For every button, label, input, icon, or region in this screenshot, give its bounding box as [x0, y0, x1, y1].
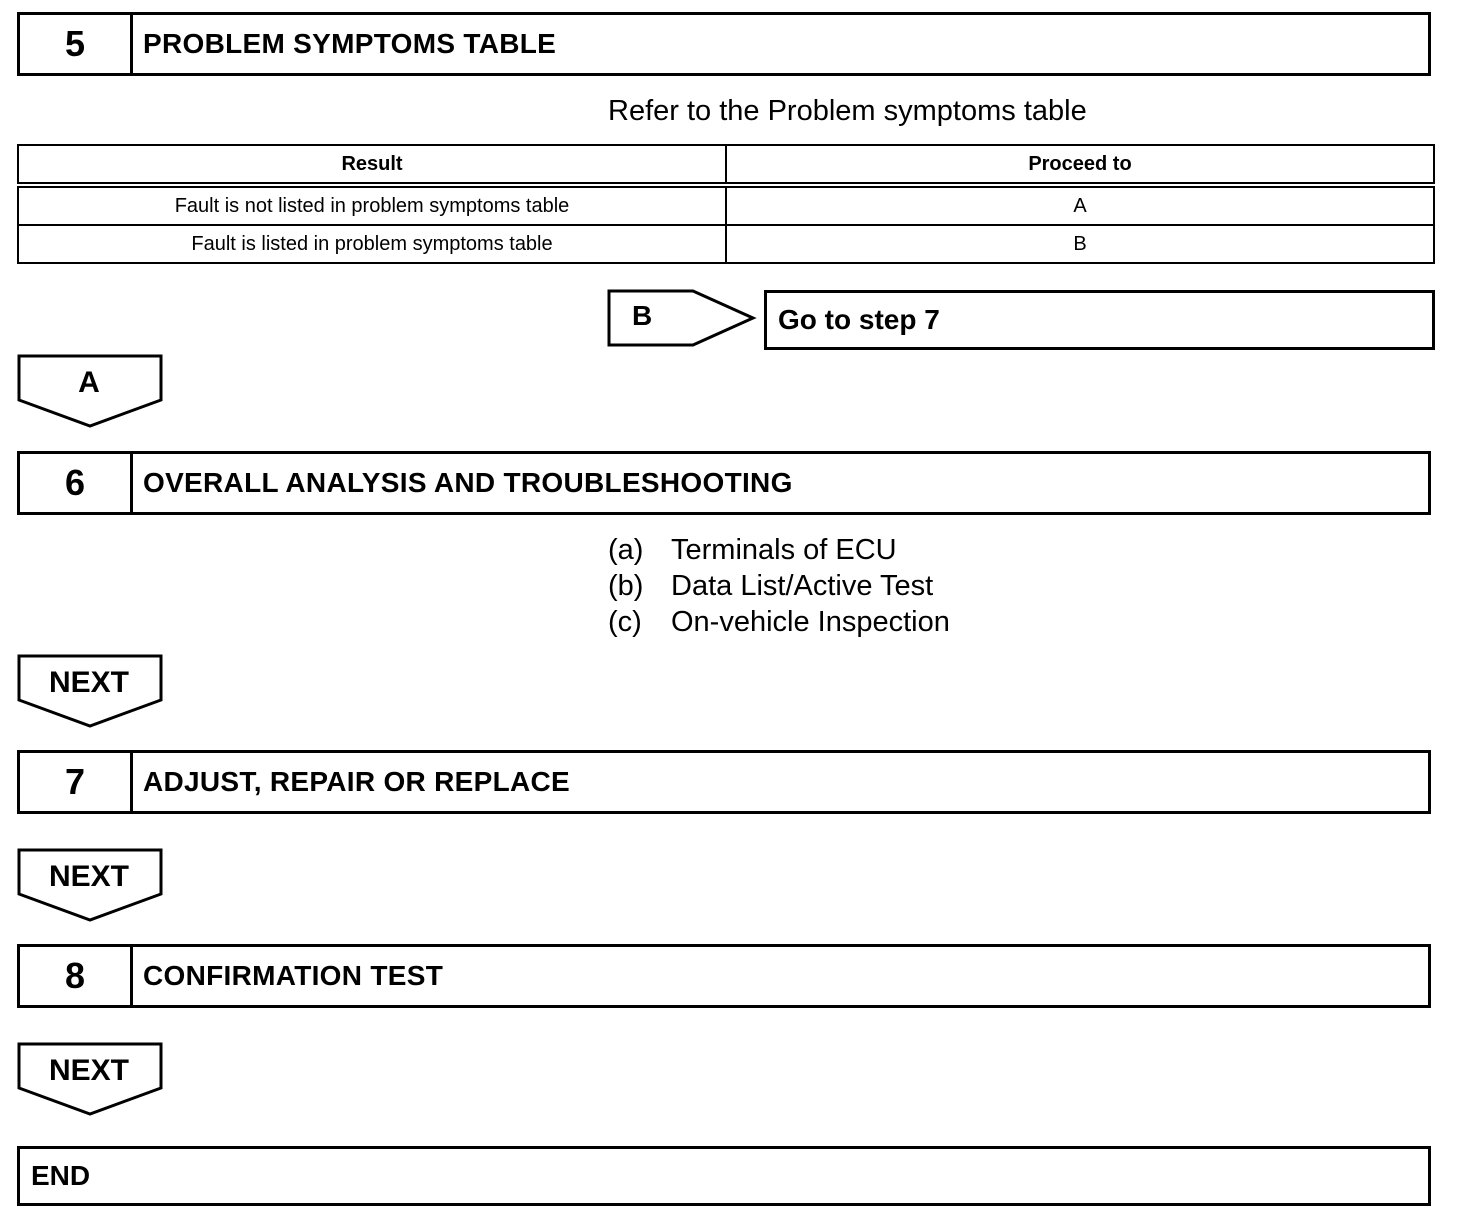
step-7-header	[17, 750, 1431, 814]
list-item	[608, 532, 950, 568]
step-title: OVERALL ANALYSIS AND TROUBLESHOOTING	[143, 467, 793, 498]
table-row	[18, 225, 1434, 263]
step-title: ADJUST, REPAIR OR REPLACE	[143, 766, 571, 797]
step-number: 7	[20, 753, 133, 811]
list-item	[608, 604, 950, 640]
table-header-row	[18, 145, 1434, 185]
table-cell-proceed: B	[726, 225, 1434, 263]
table-cell-result: Fault is not listed in problem symptoms table	[18, 185, 726, 225]
branch-a-label: A	[78, 366, 100, 399]
go-to-step-box: Go to step 7	[764, 290, 1435, 350]
table-cell-proceed: A	[726, 185, 1434, 225]
list-marker: (a)	[608, 534, 644, 566]
list-text: Terminals of ECU	[671, 534, 897, 566]
refer-text: Refer to the Problem symptoms table	[608, 95, 1087, 127]
next-label: NEXT	[48, 860, 129, 893]
table-row	[18, 185, 1434, 225]
branch-b-arrow-icon	[607, 289, 757, 347]
step-8-header	[17, 944, 1431, 1008]
step-6-header	[17, 451, 1431, 515]
list-marker: (c)	[608, 606, 642, 638]
list-item	[608, 568, 950, 604]
branch-b-label: B	[632, 300, 653, 331]
table-header-result: Result	[18, 145, 726, 185]
list-text: On-vehicle Inspection	[671, 606, 950, 638]
step-number: 6	[20, 454, 133, 512]
result-table	[17, 144, 1435, 264]
table-header-proceed: Proceed to	[726, 145, 1434, 185]
table-cell-result: Fault is listed in problem symptoms table	[18, 225, 726, 263]
step-number: 5	[20, 15, 133, 73]
step-title: PROBLEM SYMPTOMS TABLE	[143, 28, 557, 59]
end-box: END	[17, 1146, 1431, 1206]
list-text: Data List/Active Test	[671, 570, 934, 602]
step-title: CONFIRMATION TEST	[143, 960, 444, 991]
analysis-list	[608, 532, 950, 640]
step-5-header	[17, 12, 1431, 76]
next-label: NEXT	[48, 1054, 129, 1087]
step-number: 8	[20, 947, 133, 1005]
list-marker: (b)	[608, 570, 644, 602]
next-label: NEXT	[48, 666, 129, 699]
